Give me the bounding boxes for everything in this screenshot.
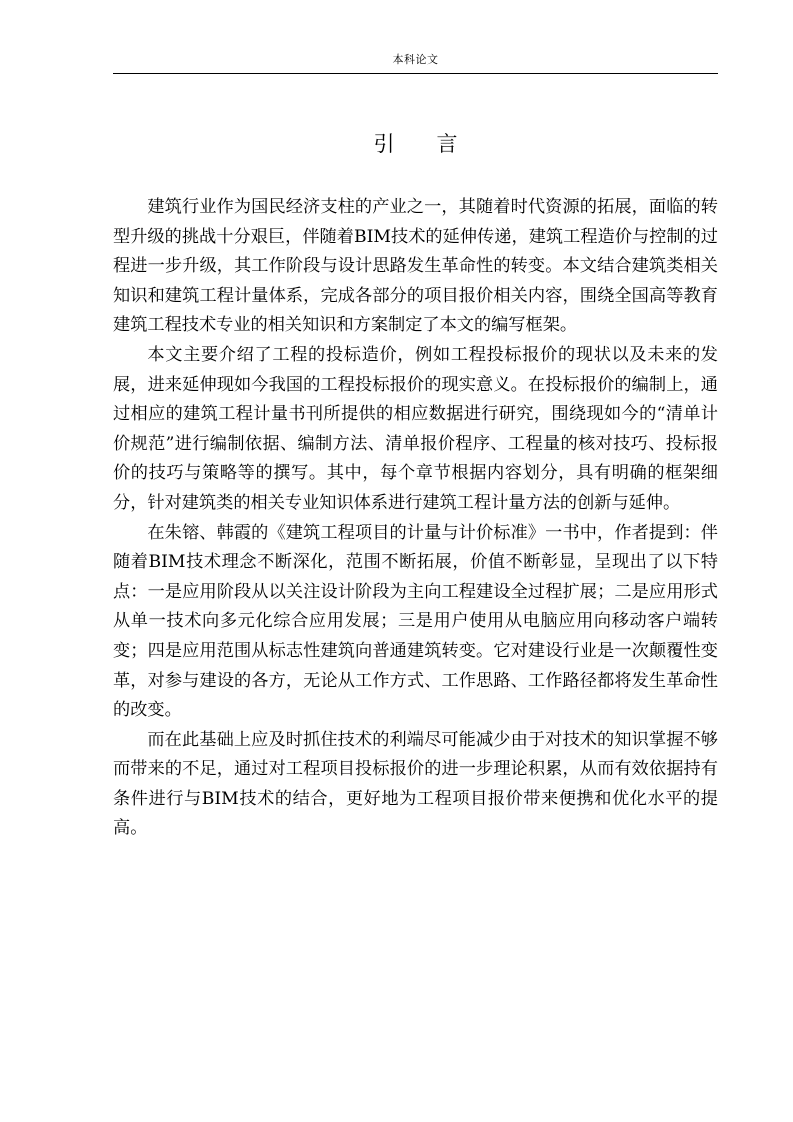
paragraph: 而在此基础上应及时抓住技术的利端尽可能减少由于对技术的知识掌握不够而带来的不足，通过对工程项目投标报价的进一步理论积累，从而有效依据持有条件进行与BIM技术的结合，更好地为工程项目报价带来便携和优化水平的提高。 (113, 729, 718, 839)
header-divider (113, 73, 718, 74)
paragraph: 在朱镕、韩霞的《建筑工程项目的计量与计价标准》一书中，作者提到：伴随着BIM技术理念不断深化，范围不断拓展，价值不断彰显，呈现出了以下特点：一是应用阶段从以关注设计阶段为主向工程建设全过程扩展；二是应用形式从单一技术向多元化综合应用发展；三是用户使用从电脑应用向移动客户端转变；四是应用范围从标志性建筑向普通建筑转变。它对建设行业是一次颠覆性变革，对参与建设的各方，无论从工作方式、工作思路、工作路径都将发生革命性的改变。 (113, 522, 718, 721)
paragraph: 本文主要介绍了工程的投标造价，例如工程投标报价的现状以及未来的发展，进来延伸现如今我国的工程投标报价的现实意义。在投标报价的编制上，通过相应的建筑工程计量书刊所提供的相应数据进行研究，围绕现如今的“清单计价规范”进行编制依据、编制方法、清单报价程序、工程量的核对技巧、投标报价的技巧与策略等的撰写。其中，每个章节根据内容划分，具有明确的框架细分，针对建筑类的相关专业知识体系进行建筑工程计量方法的创新与延伸。 (113, 344, 718, 513)
running-header: 本科论文 (392, 53, 439, 66)
paragraph: 建筑行业作为国民经济支柱的产业之一，其随着时代资源的拓展，面临的转型升级的挑战十分艰巨，伴随着BIM技术的延伸传递，建筑工程造价与控制的过程进一步升级，其工作阶段与设计思路发生革命性的转变。本文结合建筑类相关知识和建筑工程计量体系，完成各部分的项目报价相关内容，围绕全国高等教育建筑工程技术专业的相关知识和方案制定了本文的编写框架。 (113, 197, 718, 336)
body-text (113, 193, 718, 844)
chapter-title: 引言 (373, 132, 500, 156)
